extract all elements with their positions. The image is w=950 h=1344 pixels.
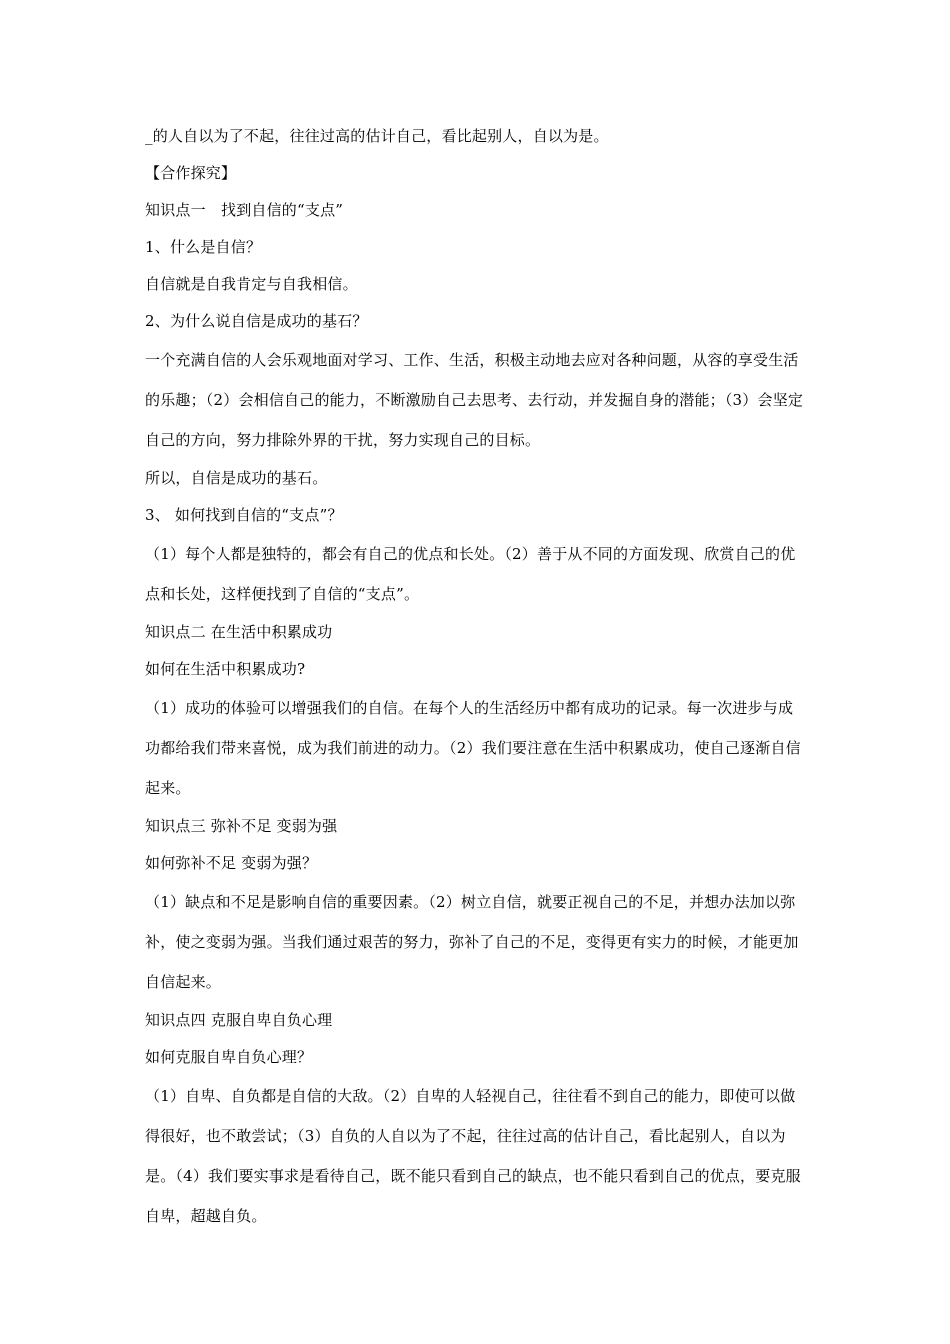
section-heading: 【合作探究】 — [145, 164, 237, 182]
question-line: 3、 如何找到自信的“支点”？ — [145, 506, 343, 524]
knowledge-point-heading: 知识点二 在生活中积累成功 — [145, 623, 333, 641]
conclusion-line: 所以，自信是成功的基石。 — [145, 469, 328, 487]
knowledge-point-heading: 知识点三 弥补不足 变弱为强 — [145, 817, 338, 835]
text-line: _的人自以为了不起，往往过高的估计自己，看比起别人，自以为是。 — [145, 127, 609, 145]
answer-paragraph: （1）缺点和不足是影响自信的重要因素。（2）树立自信，就要正视自己的不足，并想办法加以弥补，使之变弱为强。当我们通过艰苦的努力，弥补了自己的不足，变得更有实力的时候，才能更加自信起来。 — [145, 893, 799, 991]
knowledge-point-heading: 知识点四 克服自卑自负心理 — [145, 1011, 333, 1029]
question-line: 如何克服自卑自负心理？ — [145, 1048, 313, 1066]
document-body — [145, 118, 807, 1236]
question-line: 2、为什么说自信是成功的基石？ — [145, 312, 368, 330]
answer-line: 自信就是自我肯定与自我相信。 — [145, 275, 358, 293]
question-line: 如何在生活中积累成功? — [145, 660, 306, 678]
question-line: 如何弥补不足 变弱为强？ — [145, 854, 318, 872]
knowledge-point-heading: 知识点一 找到自信的“支点” — [145, 201, 344, 219]
answer-paragraph: 一个充满自信的人会乐观地面对学习、工作、生活，积极主动地去应对各种问题，从容的享受生活的乐趣；（2）会相信自己的能力，不断激励自己去思考、去行动，并发掘自身的潜能；（3）会坚定自己的方向，努力排除外界的干扰，努力实现自己的目标。 — [145, 351, 804, 449]
answer-paragraph: （1）成功的体验可以增强我们的自信。在每个人的生活经历中都有成功的记录。每一次进步与成功都给我们带来喜悦，成为我们前进的动力。（2）我们要注意在生活中积累成功，使自己逐渐自信起来。 — [145, 699, 801, 797]
answer-paragraph: （1）每个人都是独特的，都会有自己的优点和长处。（2）善于从不同的方面发现、欣赏自己的优点和长处，这样便找到了自信的“支点”。 — [145, 545, 796, 603]
answer-paragraph: （1）自卑、自负都是自信的大敌。（2）自卑的人轻视自己，往往看不到自己的能力，即使可以做得很好，也不敢尝试；（3）自负的人自以为了不起，往往过高的估计自己，看比起别人，自以为是。（4）我们要实事求是看待自己，既不能只看到自己的缺点，也不能只看到自己的优点，要克服自卑，超越自负。 — [145, 1087, 801, 1225]
question-line: 1、什么是自信？ — [145, 238, 262, 256]
